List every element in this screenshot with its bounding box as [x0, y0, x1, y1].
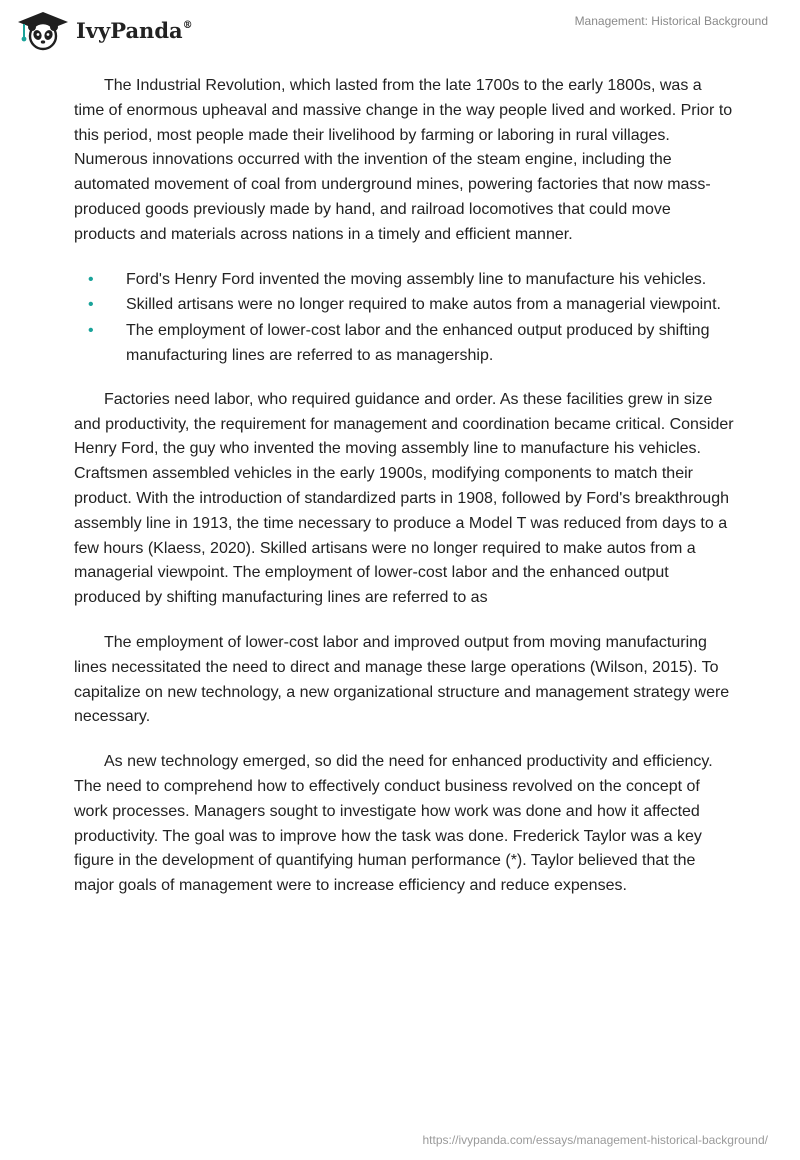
bullet-icon: • [88, 322, 94, 340]
logo-text: IvyPanda® [76, 17, 193, 43]
list-item [74, 319, 734, 369]
panda-graduate-icon [14, 8, 72, 52]
ivypanda-logo[interactable] [14, 8, 193, 52]
bullet-icon: • [88, 296, 94, 314]
paragraph: Factories need labor, who required guidance and order. As these facilities grew in size and productivity, the requirement for management and coordination became critical. Consider Henry Ford, the guy who invented the moving assembly line to manufacture his vehicles. Craftsmen assembled vehicles in the early 1900s, modifying components to match their product. With the introduction of standardized parts in 1908, followed by Ford's breakthrough assembly line in 1913, the time necessary to produce a Model T was reduced from days to a few hours (Klaess, 2020). Skilled artisans were no longer required to make autos from a managerial viewpoint. The employment of lower-cost labor and the enhanced output produced by shifting manufacturing lines are referred to as [74, 390, 734, 607]
list-item-text: The employment of lower-cost labor and the enhanced output produced by shifting manufacturing lines are referred to as managership. [126, 322, 710, 364]
list-item [74, 268, 734, 293]
bullet-icon: • [88, 270, 94, 288]
list-item-text: Skilled artisans were no longer required to make autos from a managerial viewpoint. [126, 296, 721, 314]
essay-body [74, 74, 734, 919]
paragraph: The employment of lower-cost labor and improved output from moving manufacturing lines necessitated the need to direct and manage these large operations (Wilson, 2015). To capitalize on new technology, a new organizational structure and management strategy were necessary. [74, 633, 730, 726]
bullet-list [74, 268, 734, 369]
paragraph: The Industrial Revolution, which lasted from the late 1700s to the early 1800s, was a time of enormous upheaval and massive change in the way people lived and worked. Prior to this period, most people made their livelihood by farming or laboring in rural villages. Numerous innovations occurred with the invention of the steam engine, including the automated movement of coal from underground mines, powering factories that now mass-produced goods previously made by hand, and railroad locomotives that could move products and materials across nations in a timely and efficient manner. [74, 77, 733, 243]
page-header [0, 0, 800, 60]
list-item [74, 293, 734, 318]
paragraph: As new technology emerged, so did the need for enhanced productivity and efficiency. The need to comprehend how to effectively conduct business revolved on the concept of work processes. Managers sought to investigate how work was done and how it affected productivity. The goal was to improve how the task was done. Frederick Taylor was a key figure in the development of quantifying human performance (*). Taylor believed that the major goals of management were to increase efficiency and reduce expenses. [74, 753, 713, 895]
list-item-text: Ford's Henry Ford invented the moving assembly line to manufacture his vehicles. [126, 270, 707, 288]
source-url[interactable]: https://ivypanda.com/essays/management-historical-background/ [422, 1133, 768, 1147]
document-title: Management: Historical Background [574, 14, 768, 28]
